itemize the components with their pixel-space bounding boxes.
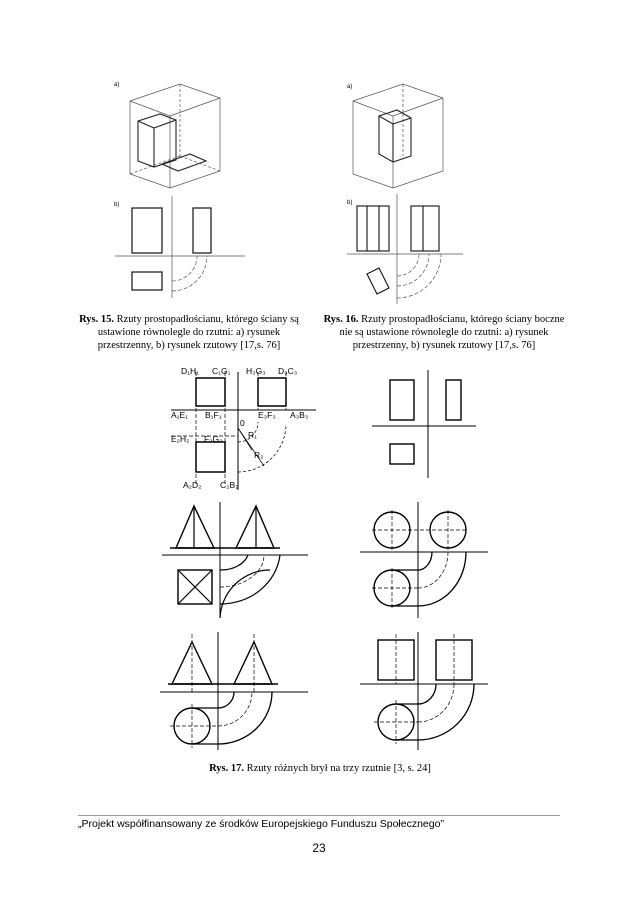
fig16-sub-a: a): [347, 84, 353, 90]
fig16-text: Rzuty prostopadłościanu, którego ściany boczne nie są ustawione równolegle do rzutni: a) rysunek przestrzenny, b) rysunek rzutowy [17,s. 76]: [339, 314, 565, 351]
fig17-text: Rzuty różnych brył na trzy rzutnie [3, s. 24]: [246, 763, 431, 774]
fig15-sub-a: a): [114, 82, 120, 88]
fig17-pyramids-projection: [160, 500, 310, 618]
footer-divider: [78, 815, 560, 816]
fig15-caption: [78, 313, 300, 352]
footer-text: „Projekt współfinansowany ze środków Europejskiego Funduszu Społecznego”: [78, 818, 444, 830]
label-b1f1: B₁F₁: [205, 410, 222, 420]
fig16-sub-b: b): [347, 200, 353, 206]
label-e2h2: E₂H₂: [171, 434, 190, 444]
fig17-cylinders-projection: [358, 500, 490, 620]
fig17-caption: [150, 762, 490, 775]
fig17-labeled-projection: [168, 362, 318, 494]
label-r2: R₂: [254, 450, 264, 460]
label-a1e1: A₁E₁: [171, 410, 189, 420]
label-h3g3: H₃G₃: [246, 366, 266, 376]
fig17-blocks-circle-projection: [358, 630, 490, 752]
fig15-text: Rzuty prostopadłościanu, którego ściany są ustawione równolegle do rzutni: a) rysunek przestrzenny, b) rysunek rzutowy [17,s. 76]: [97, 314, 299, 351]
label-zero: 0: [240, 418, 245, 428]
fig16-drawing: [345, 76, 465, 306]
page-number: 23: [312, 841, 326, 855]
fig15-drawing: [110, 76, 250, 301]
label-a3b3: A₃B₃: [290, 410, 309, 420]
fig15-sub-b: b): [114, 202, 120, 208]
fig17-simple-projection: [370, 368, 478, 480]
fig17-pyramids-circle-projection: [158, 630, 310, 752]
label-f2g2: F₂G₂: [204, 434, 223, 444]
label-d1h1: D₁H₁: [181, 366, 200, 376]
label-r1: R₁: [248, 430, 258, 440]
label-a2d2: A₂D₂: [183, 480, 202, 490]
label-d3c3: D₃C₃: [278, 366, 298, 376]
fig16-caption: [322, 313, 566, 352]
label-c1g1: C₁G₁: [212, 366, 231, 376]
label-e3f3: E₃F₃: [258, 410, 276, 420]
fig16-label: Rys. 16.: [323, 314, 359, 325]
label-c2b2: C₂B₂: [220, 480, 239, 490]
fig17-label: Rys. 17.: [209, 763, 245, 774]
fig15-label: Rys. 15.: [79, 314, 115, 325]
